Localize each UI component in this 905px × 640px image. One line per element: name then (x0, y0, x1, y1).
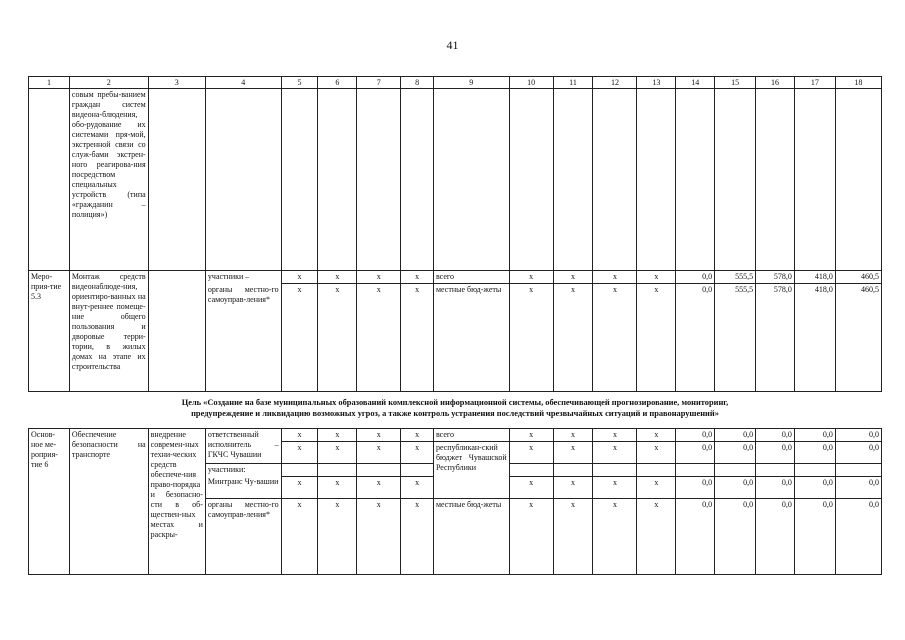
cell: x (553, 284, 593, 392)
col-header: 5 (281, 77, 318, 89)
cell: x (637, 498, 676, 574)
program-table-lower (28, 428, 882, 575)
participants-label: участники: (205, 464, 281, 477)
cell: x (637, 429, 676, 442)
cell: x (281, 498, 318, 574)
value-cell: 0,0 (794, 429, 835, 442)
cell: x (637, 284, 676, 392)
cell: x (509, 498, 553, 574)
cell: x (357, 429, 401, 442)
cell: x (318, 271, 357, 284)
program-table (28, 76, 882, 392)
cell: x (637, 476, 676, 498)
participant-local: органы местно-го самоуправ-ления* (205, 498, 281, 574)
value-cell: 0,0 (676, 476, 715, 498)
table-row (29, 429, 882, 442)
value-cell: 578,0 (756, 284, 795, 392)
cell: x (357, 476, 401, 498)
cell: x (281, 429, 318, 442)
participant-ministry: Минтранс Чу-вашии (205, 476, 281, 498)
cell: x (593, 271, 637, 284)
cell: x (357, 442, 401, 464)
header-row (29, 77, 882, 89)
col-header: 4 (205, 77, 281, 89)
value-cell: 0,0 (676, 442, 715, 464)
cell: x (593, 442, 637, 464)
cell: x (553, 271, 593, 284)
cell: x (401, 429, 434, 442)
col-header: 17 (794, 77, 835, 89)
value-cell: 0,0 (715, 498, 756, 574)
value-cell: 460,5 (835, 271, 881, 284)
value-cell: 0,0 (715, 476, 756, 498)
cell: x (318, 498, 357, 574)
col-header: 3 (148, 77, 205, 89)
value-cell: 0,0 (676, 498, 715, 574)
value-cell: 418,0 (794, 284, 835, 392)
cell: x (509, 429, 553, 442)
cell: x (509, 271, 553, 284)
cell: x (553, 442, 593, 464)
measure-number: Меро-прия-тие 5.3 (29, 271, 70, 392)
col-header: 13 (637, 77, 676, 89)
continuation-row (29, 89, 882, 271)
cell: x (281, 442, 318, 464)
col-header: 7 (357, 77, 401, 89)
cell: x (637, 271, 676, 284)
cell: x (318, 429, 357, 442)
value-cell: 0,0 (715, 429, 756, 442)
col-header: 14 (676, 77, 715, 89)
value-cell: 0,0 (756, 498, 795, 574)
col-header: 18 (835, 77, 881, 89)
value-cell: 0,0 (794, 476, 835, 498)
value-cell: 0,0 (756, 429, 795, 442)
page-number: 41 (446, 38, 459, 52)
col-header: 6 (318, 77, 357, 89)
value-cell: 0,0 (794, 498, 835, 574)
cell: x (401, 476, 434, 498)
value-cell: 0,0 (835, 442, 881, 464)
col-header: 15 (715, 77, 756, 89)
measure-title: Монтаж средств видеонаблюде-ния, ориентиро-ванных на внут-реннее помеще-ние общего пользования и дворовые терри-тории, в жилых домах на этапе их строительства (69, 271, 148, 392)
col-header: 10 (509, 77, 553, 89)
cell: x (593, 498, 637, 574)
cell: x (318, 284, 357, 392)
value-cell: 0,0 (794, 442, 835, 464)
cell: x (509, 284, 553, 392)
participants-label: участники – (205, 271, 281, 284)
cell: x (509, 442, 553, 464)
col-header: 11 (553, 77, 593, 89)
value-cell: 555,5 (715, 271, 756, 284)
col-header: 8 (401, 77, 434, 89)
cell: x (318, 442, 357, 464)
cell: x (593, 476, 637, 498)
goal-line: предупреждение и ликвидацию возможных угроз, а также контроль устранения последствий чрезвычайных ситуаций и правонарушений» (191, 409, 719, 418)
cell: x (401, 271, 434, 284)
col-header: 16 (756, 77, 795, 89)
cell: x (357, 271, 401, 284)
value-cell: 0,0 (756, 476, 795, 498)
responsible-executor: ответственный исполнитель – ГКЧС Чувашии (205, 429, 281, 464)
funding-source: местные бюд-жеты (433, 284, 509, 392)
value-cell: 0,0 (835, 429, 881, 442)
value-cell: 0,0 (835, 476, 881, 498)
cell: x (357, 498, 401, 574)
value-cell: 0,0 (835, 498, 881, 574)
value-cell: 555,5 (715, 284, 756, 392)
cell: x (401, 284, 434, 392)
goal-line: Цель «Создание на базе муниципальных образований комплексной информационной системы, обеспечивающей прогнозирование, мониторинг, (181, 398, 729, 407)
cell: x (593, 284, 637, 392)
measure-title: Обеспечение безопасности на транспорте (69, 429, 148, 575)
funding-source: местные бюд-жеты (433, 498, 509, 574)
cell: x (401, 442, 434, 464)
funding-source: всего (433, 429, 509, 442)
cell: x (281, 271, 318, 284)
value-cell: 578,0 (756, 271, 795, 284)
value-cell: 0,0 (676, 271, 715, 284)
value-cell: 0,0 (715, 442, 756, 464)
cell: x (593, 429, 637, 442)
cell: x (553, 429, 593, 442)
col-header: 9 (433, 77, 509, 89)
col-header: 12 (593, 77, 637, 89)
table-row (29, 271, 882, 284)
col-header: 1 (29, 77, 70, 89)
cell: x (401, 498, 434, 574)
value-cell: 0,0 (676, 284, 715, 392)
measure-number: Основ-ное ме-роприя-тие 6 (29, 429, 70, 575)
cell: x (318, 476, 357, 498)
funding-source: всего (433, 271, 509, 284)
cell: x (553, 476, 593, 498)
value-cell: 460,5 (835, 284, 881, 392)
value-cell: 418,0 (794, 271, 835, 284)
expected-result: внедрение современ-ных техни-ческих средств обеспече-ния право-порядка и безопасно-сти в об-ществен-ных местах и раскры- (148, 429, 205, 575)
value-cell: 0,0 (676, 429, 715, 442)
value-cell: 0,0 (756, 442, 795, 464)
cell: x (281, 476, 318, 498)
cell: x (509, 476, 553, 498)
col-header: 2 (69, 77, 148, 89)
cell: x (357, 284, 401, 392)
cell: x (281, 284, 318, 392)
cell: x (637, 442, 676, 464)
participants-value: органы местно-го самоуправ-ления* (205, 284, 281, 392)
funding-source: республикан-ский бюджет Чувашской Республики (433, 442, 509, 499)
cell: x (553, 498, 593, 574)
goal-heading (28, 397, 882, 419)
continued-description: совым пребы-ванием граждан систем видеона-блюдения, обо-рудование их системами пря-мой, экстренной связи со служ-бами экстрен-ного реагирова-ния посредством специальных устройств (типа «гражданин – полиция») (69, 89, 148, 271)
